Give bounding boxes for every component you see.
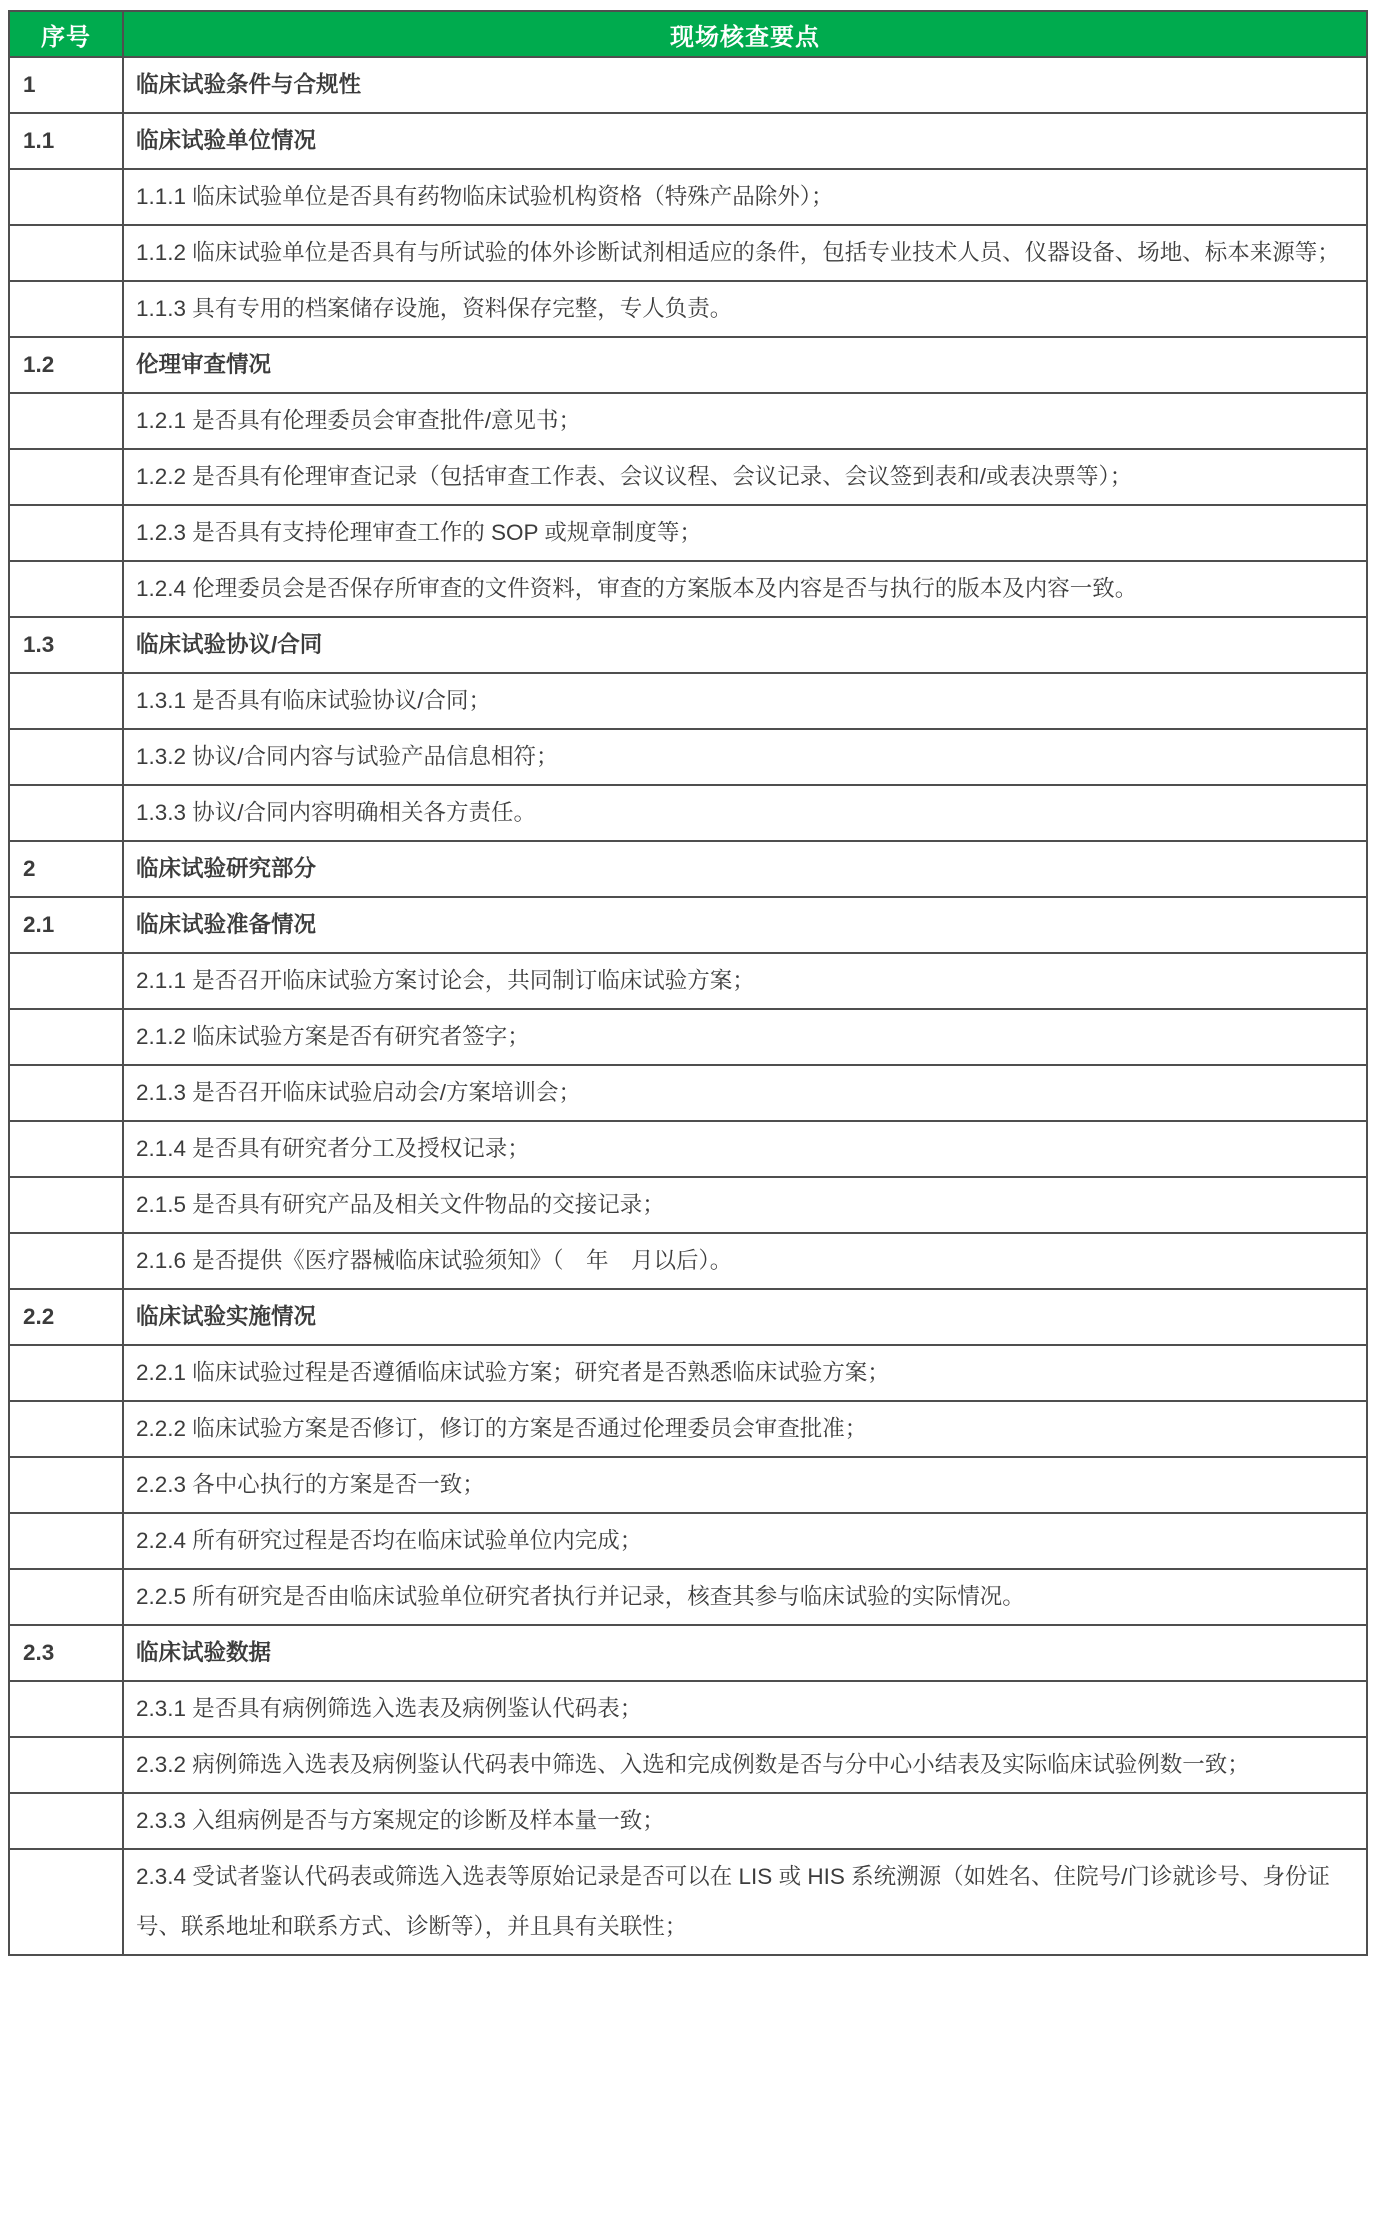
table-row xyxy=(9,449,1367,505)
row-content-cell: 1.1.3 具有专用的档案储存设施，资料保存完整，专人负责。 xyxy=(123,281,1367,337)
row-number-cell: 1 xyxy=(9,57,123,113)
row-content-cell: 2.2.5 所有研究是否由临床试验单位研究者执行并记录，核查其参与临床试验的实际情况。 xyxy=(123,1569,1367,1625)
row-number-cell: 1.1 xyxy=(9,113,123,169)
table-row xyxy=(9,281,1367,337)
row-number-cell xyxy=(9,953,123,1009)
row-number-cell xyxy=(9,281,123,337)
row-number-cell: 1.3 xyxy=(9,617,123,673)
row-number-cell xyxy=(9,561,123,617)
row-content-cell: 1.3.3 协议/合同内容明确相关各方责任。 xyxy=(123,785,1367,841)
row-number-cell xyxy=(9,449,123,505)
row-content-cell: 2.3.4 受试者鉴认代码表或筛选入选表等原始记录是否可以在 LIS 或 HIS 系统溯源（如姓名、住院号/门诊就诊号、身份证号、联系地址和联系方式、诊断等），并且具有关联性； xyxy=(123,1849,1367,1955)
row-content-cell: 临床试验协议/合同 xyxy=(123,617,1367,673)
row-number-cell xyxy=(9,393,123,449)
row-number-cell xyxy=(9,1681,123,1737)
row-content-cell: 1.2.2 是否具有伦理审查记录（包括审查工作表、会议议程、会议记录、会议签到表和/或表决票等）； xyxy=(123,449,1367,505)
row-content-cell: 临床试验准备情况 xyxy=(123,897,1367,953)
row-content-cell: 2.1.3 是否召开临床试验启动会/方案培训会； xyxy=(123,1065,1367,1121)
table-row xyxy=(9,393,1367,449)
row-content-cell: 2.1.6 是否提供《医疗器械临床试验须知》（ 年 月以后）。 xyxy=(123,1233,1367,1289)
row-number-cell xyxy=(9,1849,123,1955)
table-row xyxy=(9,1625,1367,1681)
row-number-cell xyxy=(9,1569,123,1625)
table-body xyxy=(9,57,1367,1955)
table-header xyxy=(9,11,1367,57)
table-row xyxy=(9,1345,1367,1401)
row-content-cell: 2.1.5 是否具有研究产品及相关文件物品的交接记录； xyxy=(123,1177,1367,1233)
row-content-cell: 临床试验实施情况 xyxy=(123,1289,1367,1345)
table-row xyxy=(9,1457,1367,1513)
table-row xyxy=(9,337,1367,393)
row-content-cell: 1.2.3 是否具有支持伦理审查工作的 SOP 或规章制度等； xyxy=(123,505,1367,561)
row-content-cell: 2.1.2 临床试验方案是否有研究者签字； xyxy=(123,1009,1367,1065)
table-row xyxy=(9,113,1367,169)
table-row xyxy=(9,617,1367,673)
row-number-cell xyxy=(9,1009,123,1065)
table-row xyxy=(9,1849,1367,1955)
table-row xyxy=(9,1513,1367,1569)
row-content-cell: 2.2.4 所有研究过程是否均在临床试验单位内完成； xyxy=(123,1513,1367,1569)
row-content-cell: 2.2.2 临床试验方案是否修订，修订的方案是否通过伦理委员会审查批准； xyxy=(123,1401,1367,1457)
row-content-cell: 2.2.1 临床试验过程是否遵循临床试验方案；研究者是否熟悉临床试验方案； xyxy=(123,1345,1367,1401)
row-content-cell: 伦理审查情况 xyxy=(123,337,1367,393)
row-number-cell xyxy=(9,505,123,561)
row-content-cell: 2.3.3 入组病例是否与方案规定的诊断及样本量一致； xyxy=(123,1793,1367,1849)
row-number-cell xyxy=(9,1177,123,1233)
table-row xyxy=(9,673,1367,729)
row-content-cell: 1.3.1 是否具有临床试验协议/合同； xyxy=(123,673,1367,729)
table-row xyxy=(9,841,1367,897)
table-row xyxy=(9,1009,1367,1065)
table-row xyxy=(9,505,1367,561)
row-content-cell: 1.1.1 临床试验单位是否具有药物临床试验机构资格（特殊产品除外）； xyxy=(123,169,1367,225)
table-row xyxy=(9,1737,1367,1793)
row-number-cell xyxy=(9,1065,123,1121)
table-row xyxy=(9,1065,1367,1121)
row-content-cell: 2.3.2 病例筛选入选表及病例鉴认代码表中筛选、入选和完成例数是否与分中心小结表及实际临床试验例数一致； xyxy=(123,1737,1367,1793)
table-row xyxy=(9,57,1367,113)
row-content-cell: 2.1.4 是否具有研究者分工及授权记录； xyxy=(123,1121,1367,1177)
row-number-cell xyxy=(9,1345,123,1401)
row-number-cell: 2.3 xyxy=(9,1625,123,1681)
row-content-cell: 1.2.1 是否具有伦理委员会审查批件/意见书； xyxy=(123,393,1367,449)
header-row xyxy=(9,11,1367,57)
row-number-cell xyxy=(9,1401,123,1457)
table-row xyxy=(9,169,1367,225)
inspection-table xyxy=(8,10,1368,1956)
row-content-cell: 1.2.4 伦理委员会是否保存所审查的文件资料，审查的方案版本及内容是否与执行的版本及内容一致。 xyxy=(123,561,1367,617)
table-row xyxy=(9,953,1367,1009)
row-content-cell: 1.3.2 协议/合同内容与试验产品信息相符； xyxy=(123,729,1367,785)
row-number-cell: 1.2 xyxy=(9,337,123,393)
header-col-index: 序号 xyxy=(9,11,123,57)
row-number-cell xyxy=(9,1513,123,1569)
row-number-cell: 2 xyxy=(9,841,123,897)
row-content-cell: 临床试验研究部分 xyxy=(123,841,1367,897)
row-content-cell: 临床试验数据 xyxy=(123,1625,1367,1681)
row-number-cell xyxy=(9,1793,123,1849)
row-number-cell: 2.1 xyxy=(9,897,123,953)
row-content-cell: 临床试验单位情况 xyxy=(123,113,1367,169)
row-number-cell xyxy=(9,1737,123,1793)
table-row xyxy=(9,1681,1367,1737)
table-row xyxy=(9,1121,1367,1177)
row-number-cell xyxy=(9,1121,123,1177)
table-row xyxy=(9,729,1367,785)
row-number-cell xyxy=(9,785,123,841)
table-row xyxy=(9,561,1367,617)
row-content-cell: 2.1.1 是否召开临床试验方案讨论会，共同制订临床试验方案； xyxy=(123,953,1367,1009)
row-number-cell xyxy=(9,169,123,225)
table-row xyxy=(9,1177,1367,1233)
table-row xyxy=(9,1401,1367,1457)
row-content-cell: 1.1.2 临床试验单位是否具有与所试验的体外诊断试剂相适应的条件，包括专业技术人员、仪器设备、场地、标本来源等； xyxy=(123,225,1367,281)
header-col-points: 现场核查要点 xyxy=(123,11,1367,57)
row-number-cell xyxy=(9,225,123,281)
row-content-cell: 2.2.3 各中心执行的方案是否一致； xyxy=(123,1457,1367,1513)
row-number-cell xyxy=(9,673,123,729)
table-row xyxy=(9,225,1367,281)
table-row xyxy=(9,897,1367,953)
row-number-cell xyxy=(9,1233,123,1289)
row-number-cell xyxy=(9,729,123,785)
table-row xyxy=(9,785,1367,841)
row-number-cell xyxy=(9,1457,123,1513)
table-row xyxy=(9,1793,1367,1849)
table-row xyxy=(9,1569,1367,1625)
table-row xyxy=(9,1233,1367,1289)
table-row xyxy=(9,1289,1367,1345)
row-content-cell: 临床试验条件与合规性 xyxy=(123,57,1367,113)
row-number-cell: 2.2 xyxy=(9,1289,123,1345)
row-content-cell: 2.3.1 是否具有病例筛选入选表及病例鉴认代码表； xyxy=(123,1681,1367,1737)
